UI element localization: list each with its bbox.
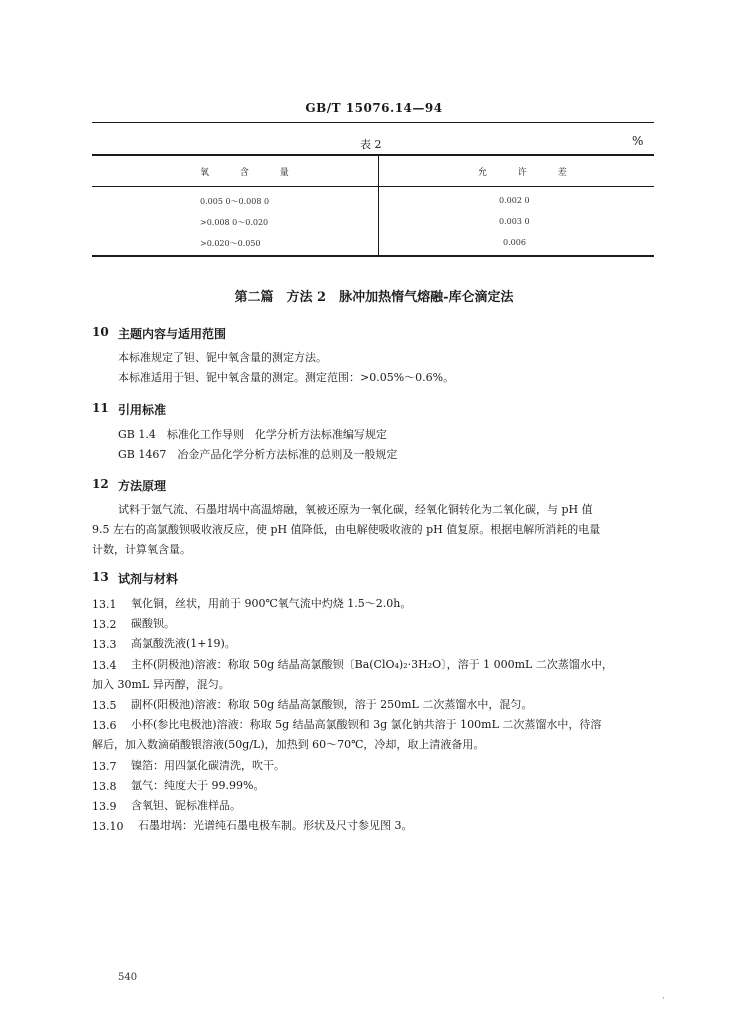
table-cell: >0.020～0.050: [200, 239, 261, 248]
table-column-divider: [378, 155, 379, 255]
table-cell: 0.003 0: [499, 217, 530, 226]
paragraph-line: 试料于氩气流、石墨坩埚中高温熔融，氧被还原为一氧化碳，经氧化铜转化为二氧化碳，与 pH 值: [118, 503, 593, 516]
table-cell: 0.006: [503, 238, 526, 247]
section-number: 13: [92, 570, 109, 584]
section-title: 试剂与材料: [118, 572, 179, 586]
item-text: 加入 30mL 异丙醇，混匀。: [92, 678, 230, 691]
item-text: 主杯(阴极池)溶液：称取 50g 结晶高氯酸钡〔Ba(ClO₄)₂·3H₂O〕，溶于 1 000mL 二次蒸馏水中，: [131, 658, 613, 671]
item-number: 13.1: [92, 598, 117, 611]
table-cell: >0.008 0～0.020: [200, 218, 269, 227]
table-header-tolerance: 允 许 差: [478, 168, 581, 178]
item-text: 镍箔：用四氯化碳清洗，吹干。: [131, 759, 285, 772]
table-top-rule: [92, 154, 654, 156]
paragraph-line: 9.5 左右的高氯酸钡吸收液反应，使 pH 值降低，由电解使吸收液的 pH 值复原。根据电解所消耗的电量: [92, 523, 601, 536]
item-number: 13.10: [92, 820, 124, 833]
table-cell: 0.002 0: [499, 196, 530, 205]
item-text: 高氯酸洗液(1+19)。: [131, 637, 236, 650]
section-title: 引用标准: [118, 403, 167, 417]
section-number: 11: [92, 401, 109, 415]
part-title: 第二篇 方法 2 脉冲加热惰气熔融-库仑滴定法: [234, 290, 514, 305]
reference-line: GB 1.4 标准化工作导则 化学分析方法标准编写规定: [118, 428, 387, 441]
item-text: 副杯(阳极池)溶液：称取 50g 结晶高氯酸钡，溶于 250mL 二次蒸馏水中，混匀。: [131, 698, 533, 711]
item-number: 13.4: [92, 659, 117, 672]
item-text: 解后，加入数滴硝酸银溶液(50g/L)，加热到 60～70℃，冷却，取上清液备用。: [92, 738, 485, 751]
item-number: 13.8: [92, 780, 117, 793]
page-number: 540: [118, 972, 138, 983]
paragraph-line: 本标准适用于钽、铌中氧含量的测定。测定范围：>0.05%～0.6%。: [118, 371, 455, 384]
margin-mark: ·: [662, 994, 665, 1004]
table-caption: 表 2: [360, 138, 382, 151]
item-text: 氧化铜，丝状，用前于 900℃氧气流中灼烧 1.5～2.0h。: [131, 597, 412, 610]
item-number: 13.3: [92, 638, 117, 651]
item-text: 含氧钽、铌标准样品。: [131, 799, 241, 812]
table-cell: 0.005 0～0.008 0: [200, 197, 270, 206]
table-bottom-rule: [92, 255, 654, 257]
table-unit: %: [632, 134, 644, 148]
item-text: 小杯(参比电极池)溶液：称取 5g 结晶高氯酸钡和 3g 氯化钠共溶于 100mL 二次蒸馏水中，待溶: [131, 718, 602, 731]
table-header-rule: [92, 186, 654, 187]
header-rule: [92, 122, 654, 123]
item-text: 碳酸钡。: [131, 617, 175, 630]
section-title: 主题内容与适用范围: [118, 327, 227, 341]
section-number: 12: [92, 477, 109, 491]
item-number: 13.6: [92, 719, 117, 732]
item-text: 氩气：纯度大于 99.99%。: [131, 779, 265, 792]
table-header-oxygen: 氧 含 量: [200, 168, 303, 178]
item-text: 石墨坩埚：光谱纯石墨电极车制。形状及尺寸参见图 3。: [138, 819, 413, 832]
reference-line: GB 1467 冶金产品化学分析方法标准的总则及一般规定: [118, 448, 398, 461]
section-number: 10: [92, 325, 109, 339]
paragraph-line: 计数，计算氧含量。: [92, 543, 191, 556]
item-number: 13.9: [92, 800, 117, 813]
item-number: 13.2: [92, 618, 117, 631]
item-number: 13.5: [92, 699, 117, 712]
running-header: GB/T 15076.14—94: [305, 101, 443, 115]
item-number: 13.7: [92, 760, 117, 773]
paragraph-line: 本标准规定了钽、铌中氧含量的测定方法。: [118, 351, 327, 364]
section-title: 方法原理: [118, 479, 167, 493]
